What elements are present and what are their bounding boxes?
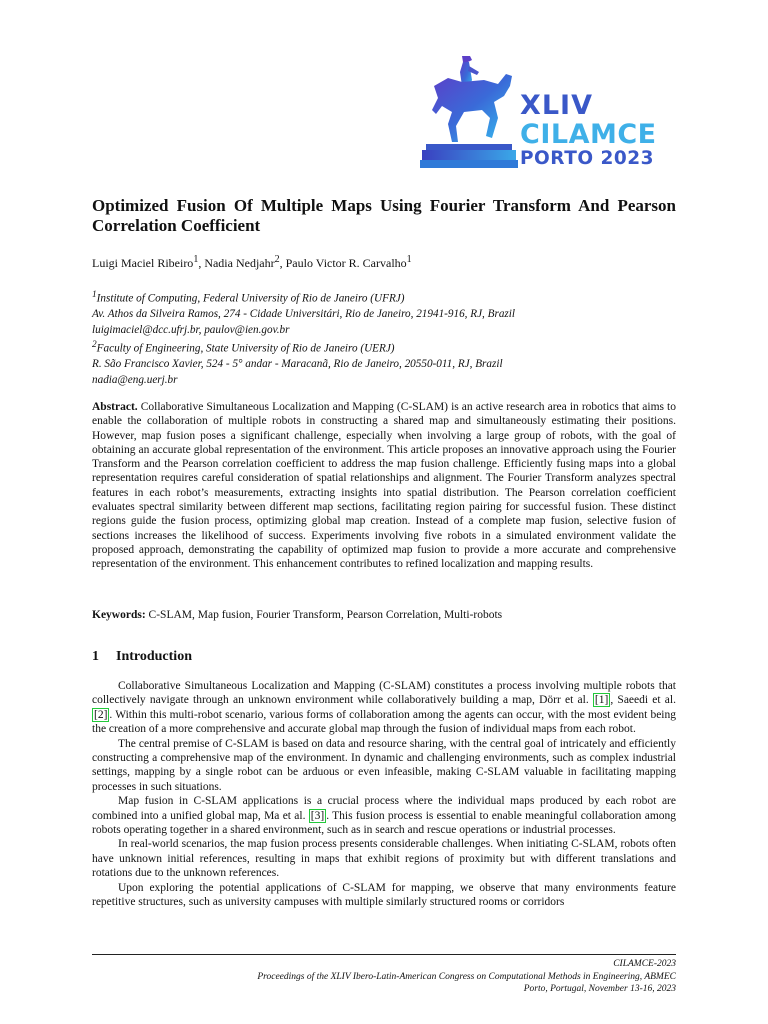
affiliation-email: nadia@eng.uerj.br xyxy=(92,373,178,386)
footer-divider xyxy=(92,954,676,955)
footer-location-date: Porto, Portugal, November 13-16, 2023 xyxy=(523,984,676,994)
section-number: 1 xyxy=(92,649,99,664)
conference-logo xyxy=(416,52,676,172)
author-list: Luigi Maciel Ribeiro$^1$, Nadia Nedjahr$^2$, Paulo Victor R. Carvalho$^1$ xyxy=(92,254,412,270)
footer-proceedings: Proceedings of the XLIV Ibero-Latin-American Congress on Computational Methods in Engineering, ABMEC xyxy=(257,971,676,982)
citation-link[interactable]: [1] xyxy=(594,694,609,707)
citation-link[interactable]: [3] xyxy=(310,809,325,822)
author-affiliation-marker: 1 xyxy=(193,254,199,265)
section-title: Introduction xyxy=(116,649,192,664)
affiliations xyxy=(92,288,676,388)
paragraph: The central premise of C-SLAM is based on data and resource sharing, with the central goal of intricately and efficiently constructing a comprehensive map of the environment. In dynamic and challenging environments, such as complex industrial settings, mapping by a single robot can be arduous or even infeasible, making C-SLAM valuable in facilitating mapping processes in such situations. xyxy=(92,737,676,793)
logo-conference-text: CILAMCE xyxy=(520,119,657,150)
affiliation-line: $^2$Faculty of Engineering, State University of Rio de Janeiro (UERJ) xyxy=(92,340,395,355)
affiliation-line: $^1$Institute of Computing, Federal University of Rio de Janeiro (UFRJ) xyxy=(92,290,405,305)
footer-conference: CILAMCE-2023 xyxy=(613,959,676,969)
author-name: Paulo Victor R. Carvalho xyxy=(285,256,407,270)
author-name: Nadia Nedjahr xyxy=(204,256,275,270)
logo-edition-text: XLIV xyxy=(520,90,593,121)
affiliation-line: R. São Francisco Xavier, 524 - 5° andar - Maracanã, Rio de Janeiro, 20550-011, RJ, Brazil xyxy=(92,358,503,371)
page-footer xyxy=(92,958,676,996)
author-affiliation-marker: 2 xyxy=(274,254,280,265)
affiliation-line: Av. Athos da Silveira Ramos, 274 - Cidade Universitári, Rio de Janeiro, 21941-916, RJ, Brazil xyxy=(92,308,516,321)
introduction-body xyxy=(92,679,676,910)
paper-title: Optimized Fusion Of Multiple Maps Using Fourier Transform And Pearson Correlation Coefficient xyxy=(92,196,676,235)
paragraph: Upon exploring the potential applications of C-SLAM for mapping, we observe that many environments feature repetitive structures, such as university campuses with multiple similarly structured rooms or corridors xyxy=(92,881,676,909)
author-affiliation-marker: 1 xyxy=(406,254,412,265)
paragraph: In real-world scenarios, the map fusion process presents considerable challenges. When initiating C-SLAM, robots often have unknown initial references, resulting in maps that exhibit regions of proximity but with different translations and rotations due to the unknown references. xyxy=(92,838,676,880)
section-heading xyxy=(92,648,676,666)
keywords xyxy=(92,608,676,623)
keywords-text: C-SLAM, Map fusion, Fourier Transform, Pearson Correlation, Multi-robots xyxy=(148,609,503,621)
abstract-label: Abstract. xyxy=(92,401,138,413)
equestrian-statue-icon xyxy=(416,52,526,172)
keywords-label: Keywords: xyxy=(92,609,146,621)
paragraph: Map fusion in C-SLAM applications is a crucial process where the individual maps produced by each robot are combined into a unified global map, Ma et al. [3] . This fusion process is essential to enable meaningful collaboration among robots operating together in a shared environment, such as in search and rescue operations or industrial processes. xyxy=(92,795,677,837)
citation-link[interactable]: [2] xyxy=(94,708,108,721)
logo-location-text: PORTO 2023 xyxy=(520,148,654,169)
affiliation-email: luigimaciel@dcc.ufrj.br, paulov@ien.gov.br xyxy=(92,323,290,336)
abstract-text: Collaborative Simultaneous Localization and Mapping (C-SLAM) is an active research area in robotics that aims to enable the collaboration of multiple robots in constructing a shared map and simultaneously estimating their positions. However, map fusion poses a significant challenge, especially when involving a large group of robots, with the goal of obtaining an accurate global representation of the environment. This article proposes an innovative approach using the Fourier Transform and the Pearson correlation coefficient to address the map fusion challenge. Efficiently fusing maps into a global representation requires careful consideration of spatial relationships and alignment. The Fourier Transform analyzes spectral features in each robot’s measurements, extracting insights into spatial distribution. The Pearson correlation coefficient evaluates spectral similarity between different map sections, facilitating region pairing for successful fusion. These distinct regions guide the fusion process, optimizing global map creation. Instead of a complete map fusion, selective fusion of sections increases the likelihood of success. Experiments involving five robots in a simulated environment validate the proposed approach, demonstrating the capability of optimized map fusion to provide a more accurate and comprehensive representation of the environment. This enhancement contributes to refined localization and mapping results. xyxy=(92,401,676,571)
paragraph: Collaborative Simultaneous Localization and Mapping (C-SLAM) constitutes a process involving multiple robots that collectively navigate through an unknown environment while collaboratively building a map, Dörr et al. [1] , Saeedi et al. [2] . Within this multi-robot scenario, various forms of collaboration among the agents can occur, with the most evident being the creation of a more comprehensive and accurate global map through the fusion of individual maps from each robot. xyxy=(92,680,676,736)
author-name: Luigi Maciel Ribeiro xyxy=(92,256,194,270)
abstract xyxy=(92,400,676,572)
